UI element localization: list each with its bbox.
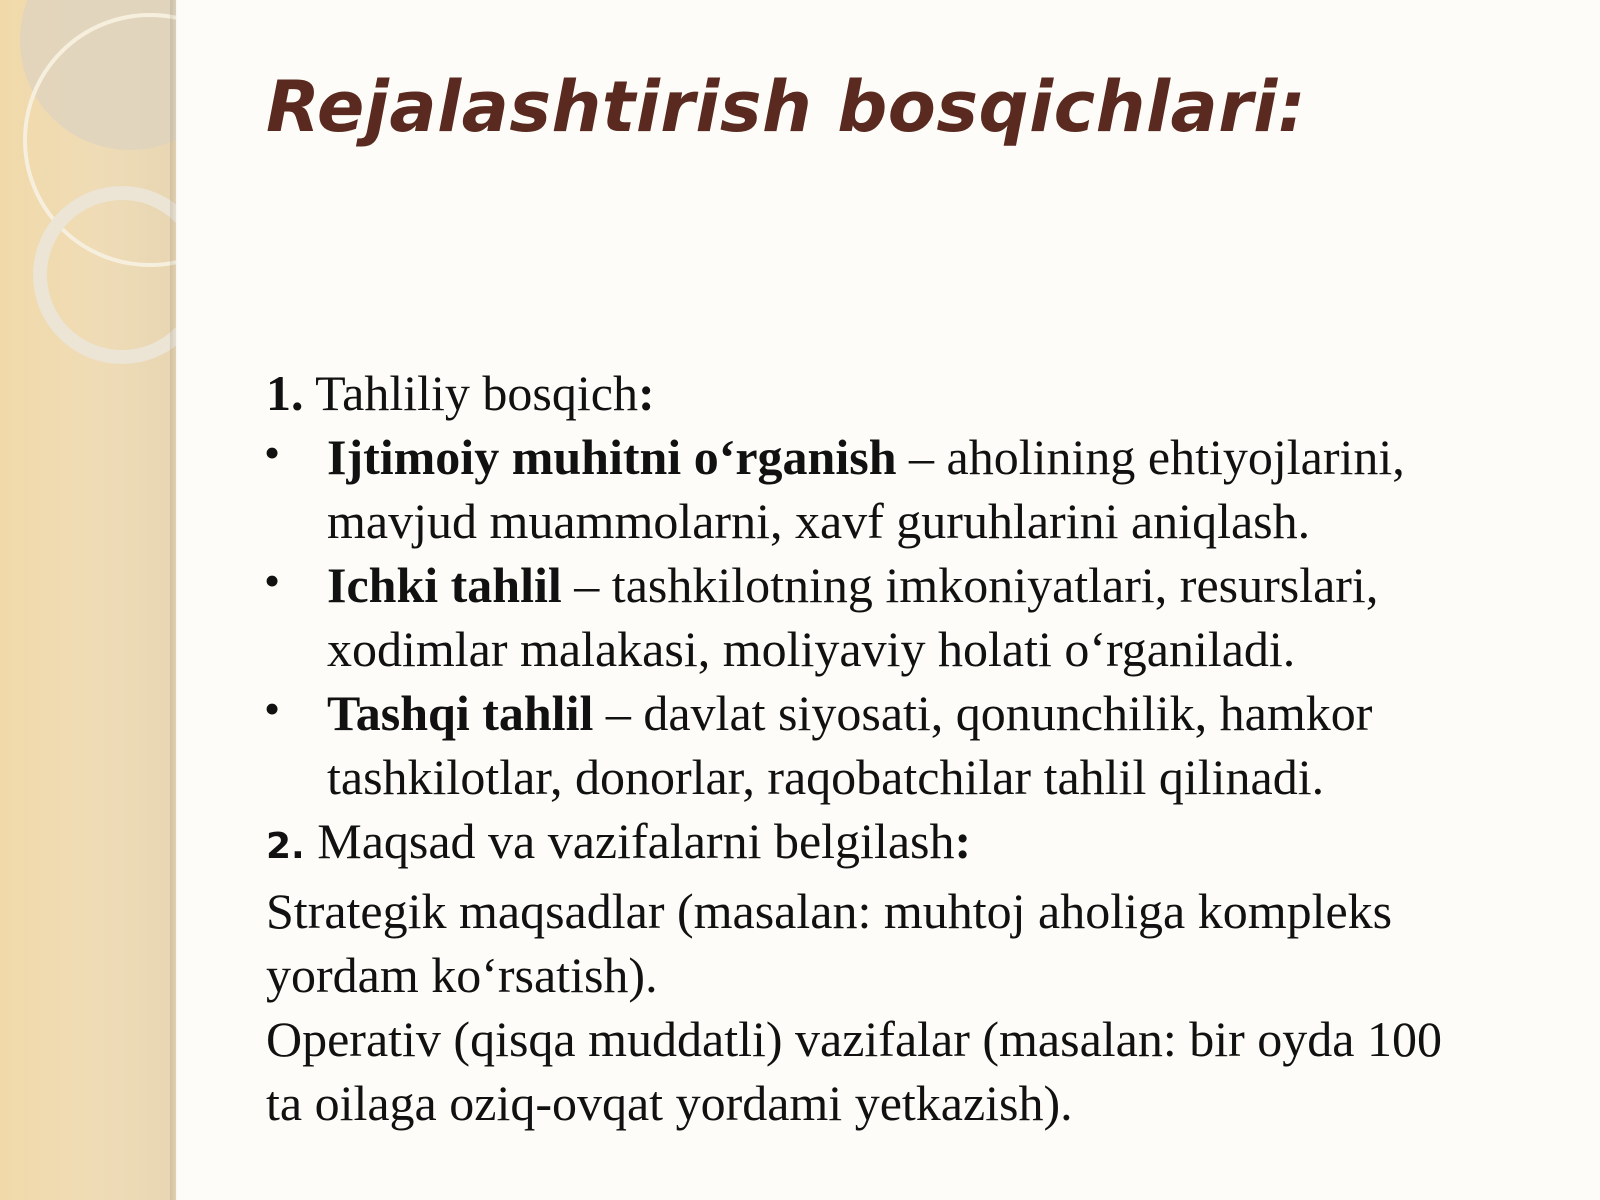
- bullet-icon: •: [264, 427, 281, 478]
- section-1-heading: [266, 361, 1576, 425]
- section-colon: :: [637, 365, 655, 421]
- section-heading-text: Maqsad va vazifalarni belgilash: [304, 813, 955, 869]
- section-colon: :: [954, 813, 972, 869]
- sidebar-shadow: [170, 0, 178, 1200]
- bullet-line: [327, 425, 1576, 489]
- bullet-term: Ichki tahlil: [327, 557, 562, 613]
- decorative-sidebar: [0, 0, 176, 1200]
- section-number: 1.: [266, 365, 304, 421]
- decorative-circles: [0, 0, 176, 1200]
- bullet-item: [266, 425, 1576, 553]
- section-heading-text: Tahliliy bosqich: [315, 365, 638, 421]
- bullet-icon: •: [264, 683, 281, 734]
- bullet-term: Tashqi tahlil: [327, 685, 594, 741]
- paragraph-line: yordam ko‘rsatish).: [266, 947, 658, 1003]
- bullet-continuation: mavjud muammolarni, xavf guruhlarini aniqlash.: [327, 493, 1311, 549]
- section-2-heading: [266, 809, 1576, 879]
- slide-body: [266, 361, 1576, 1135]
- slide-title: Rejalashtirish bosqichlari:: [266, 66, 1307, 148]
- bullet-description: – tashkilotning imkoniyatlari, resurslari,: [561, 557, 1379, 613]
- bullet-continuation: tashkilotlar, donorlar, raqobatchilar tahlil qilinadi.: [327, 749, 1325, 805]
- bullet-line: [327, 681, 1576, 745]
- bullet-description: – davlat siyosati, qonunchilik, hamkor: [593, 685, 1373, 741]
- paragraph-line: Operativ (qisqa muddatli) vazifalar (masalan: bir oyda 100: [266, 1011, 1442, 1067]
- paragraph-line: Strategik maqsadlar (masalan: muhtoj aholiga kompleks: [266, 883, 1393, 939]
- bullet-icon: •: [264, 555, 281, 606]
- bullet-description: – aholining ehtiyojlarini,: [896, 429, 1405, 485]
- bullet-item: [266, 553, 1576, 681]
- bullet-item: [266, 681, 1576, 809]
- bullet-continuation: xodimlar malakasi, moliyaviy holati o‘rganiladi.: [327, 621, 1296, 677]
- section-number: 2.: [266, 826, 305, 867]
- paragraph-line: ta oilaga oziq-ovqat yordami yetkazish).: [266, 1075, 1073, 1131]
- bullet-line: [327, 553, 1576, 617]
- bullet-term: Ijtimoiy muhitni o‘rganish: [327, 429, 897, 485]
